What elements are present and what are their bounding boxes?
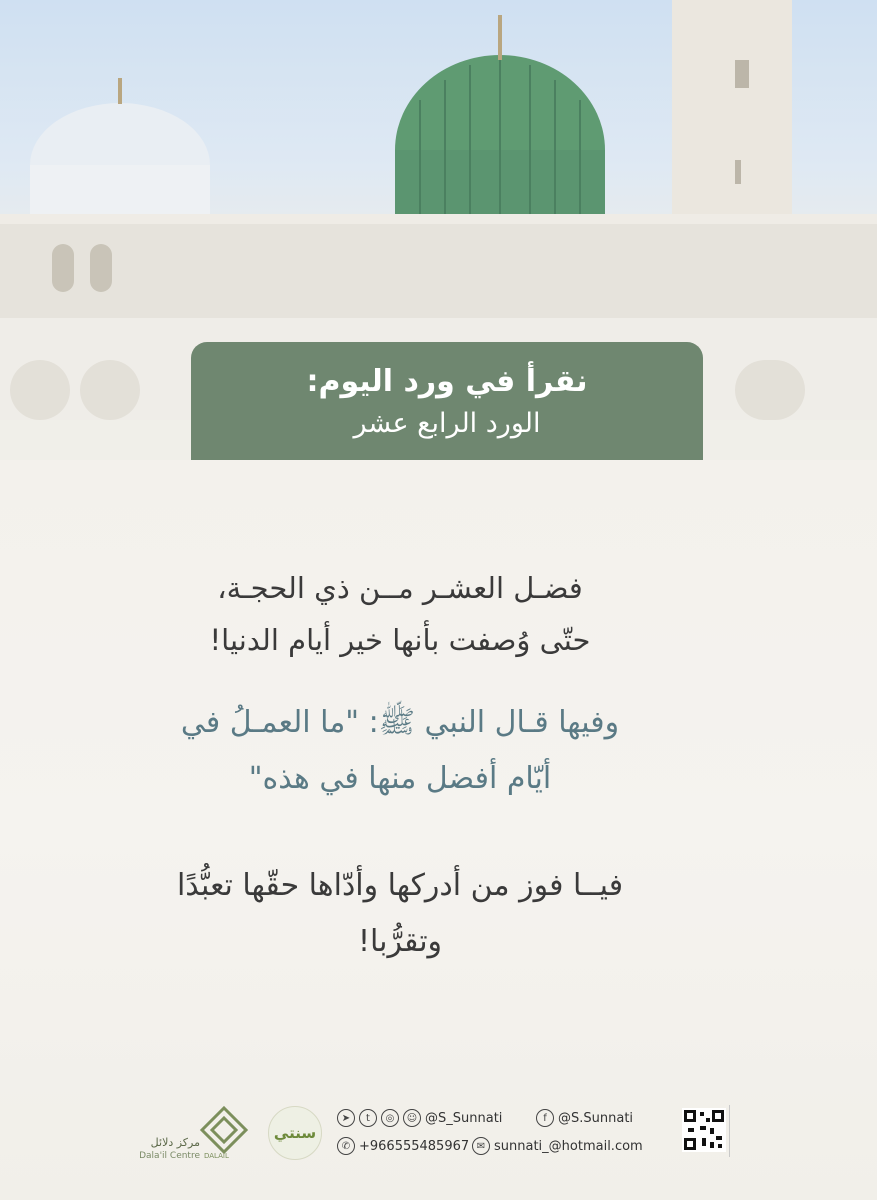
paragraph-line: فضـل العشـر مــن ذي الحجـة، — [217, 571, 583, 605]
paragraph-line: أيّام أفضل منها في هذه" — [248, 761, 552, 796]
paragraph-line: فيــا فوز من أدركها وأدّاها حقّها تعبُّدًا — [176, 868, 624, 903]
email-link[interactable] — [472, 1137, 643, 1155]
paragraph-hadith — [90, 695, 710, 807]
telegram-icon[interactable]: ➤ — [337, 1109, 355, 1127]
email-icon: ✉ — [472, 1137, 490, 1155]
paragraph-line: وفيها قـال النبي ﷺ: "ما العمـلُ في — [180, 705, 620, 740]
email-address: sunnati_@hotmail.com — [494, 1138, 643, 1154]
paragraph-line: حتّى وُصفت بأنها خير أيام الدنيا! — [209, 623, 591, 657]
page-title: نقرأ في ورد اليوم: — [306, 364, 588, 399]
divider — [729, 1105, 730, 1157]
facebook-link[interactable] — [536, 1109, 633, 1127]
phone-number: +966555485967 — [359, 1138, 470, 1154]
sunnati-logo — [268, 1106, 322, 1160]
facebook-handle: @S.Sunnati — [558, 1110, 634, 1126]
whatsapp-icon: ✆ — [337, 1137, 355, 1155]
paragraph-closing — [90, 858, 710, 970]
whatsapp-link[interactable] — [337, 1137, 469, 1155]
page-subtitle: الورد الرابع عشر — [353, 408, 541, 439]
paragraph-virtue — [90, 562, 710, 666]
social-links[interactable] — [337, 1109, 502, 1127]
dalail-name-en: Dala'il Centre — [139, 1151, 200, 1161]
qr-code-icon[interactable] — [682, 1108, 726, 1152]
sunnati-logo-text: سنتي — [273, 1124, 317, 1142]
social-handle: @S_Sunnati — [425, 1110, 503, 1126]
dalail-logo — [198, 1104, 250, 1160]
instagram-icon[interactable]: ◎ — [381, 1109, 399, 1127]
paragraph-line: وتقرُّبا! — [357, 924, 443, 959]
dalail-mark: DALAIL — [204, 1152, 229, 1160]
dalail-name-ar: مركز دلائل — [150, 1136, 200, 1149]
title-banner — [191, 342, 703, 460]
facebook-icon: f — [536, 1109, 554, 1127]
twitter-icon[interactable]: t — [359, 1109, 377, 1127]
snapchat-icon[interactable]: ☺ — [403, 1109, 421, 1127]
